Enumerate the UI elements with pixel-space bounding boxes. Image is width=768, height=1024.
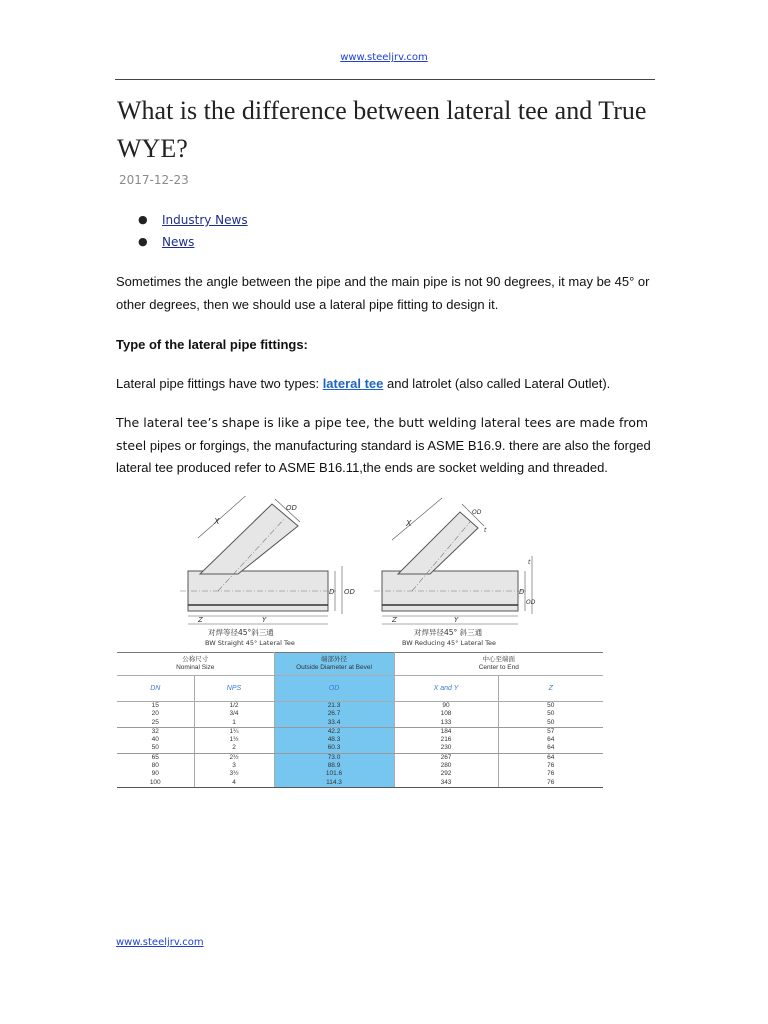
dim-label-x: X bbox=[406, 519, 412, 528]
table-cell: 32 bbox=[151, 727, 159, 735]
table-cell: 40 bbox=[151, 736, 159, 744]
straight-lateral-tee-drawing bbox=[180, 496, 356, 647]
table-cell: 73.0 bbox=[274, 753, 394, 762]
table-cell: 50 bbox=[498, 710, 603, 718]
drawing-caption-cn-right: 对焊异径45° 斜三通 bbox=[414, 628, 483, 637]
dim-label-t: t bbox=[528, 559, 531, 566]
dim-label-x: X bbox=[214, 517, 220, 526]
lateral-tee-drawings bbox=[180, 496, 540, 648]
bullet-icon: ● bbox=[138, 235, 148, 248]
description-text-start: The lateral tee’s shape is like a pipe tee, the butt welding lateral tees are made from steel bbox=[116, 415, 649, 453]
table-cell: 216 bbox=[394, 736, 498, 744]
table-cell: 88.9 bbox=[274, 762, 394, 770]
table-cell: 101.6 bbox=[274, 770, 394, 778]
table-row bbox=[117, 779, 603, 788]
intro-paragraph: Sometimes the angle between the pipe and the main pipe is not 90 degrees, it may be 45° or other degrees, then we should use a lateral pipe fitting to design it. bbox=[116, 274, 650, 312]
header-en: Nominal Size bbox=[176, 664, 215, 671]
table-cell: 2½ bbox=[194, 753, 274, 762]
table-cell: 292 bbox=[394, 770, 498, 778]
description-text-rest: pipes or forgings, the manufacturing standard is ASME B16.9. there are also the forged lateral tee produced refer to ASME B16.11,the ends are socket welding and threaded. bbox=[116, 437, 651, 475]
table-row bbox=[117, 727, 603, 736]
section-subheading: Type of the lateral pipe fittings: bbox=[116, 337, 308, 352]
table-cell: 48.3 bbox=[274, 736, 394, 744]
footer-site-link[interactable]: www.steeljrv.com bbox=[116, 937, 204, 948]
table-cell: 15 bbox=[151, 702, 159, 709]
dim-label-d: D bbox=[519, 588, 525, 596]
table-row bbox=[117, 770, 603, 778]
types-text: Lateral pipe fittings have two types: bbox=[116, 376, 323, 391]
table-cell: 184 bbox=[394, 727, 498, 736]
table-row bbox=[117, 710, 603, 718]
header-en: Outside Diameter at Bevel bbox=[296, 664, 372, 671]
table-cell: 60.3 bbox=[274, 744, 394, 753]
dim-label-z: Z bbox=[392, 616, 397, 624]
types-paragraph bbox=[116, 373, 661, 396]
dim-label-y: Y bbox=[262, 616, 267, 624]
dim-label-od: OD bbox=[344, 588, 355, 596]
table-cell: 1 bbox=[194, 719, 274, 728]
header-site-link[interactable]: www.steeljrv.com bbox=[340, 52, 428, 63]
list-item bbox=[138, 233, 248, 255]
header-en: Center to End bbox=[478, 664, 519, 671]
table-cell: 3½ bbox=[194, 770, 274, 778]
table-cell: 42.2 bbox=[274, 727, 394, 736]
column-header: X and Y bbox=[394, 676, 498, 702]
column-header: Z bbox=[498, 676, 603, 702]
table-cell: 80 bbox=[151, 762, 159, 770]
article-title: What is the difference between lateral tee and True WYE? bbox=[117, 96, 647, 163]
dim-label-od-branch: OD bbox=[472, 509, 482, 516]
category-link-industry-news[interactable]: Industry News bbox=[162, 213, 248, 227]
table-cell: 90 bbox=[151, 770, 159, 778]
column-header: NPS bbox=[194, 676, 274, 702]
table-cell: 114.3 bbox=[274, 779, 394, 788]
table-cell: 50 bbox=[498, 702, 603, 711]
table-row bbox=[117, 719, 603, 728]
drawing-caption-cn-left: 对焊等径45°斜三通 bbox=[208, 628, 274, 637]
table-cell: 2 bbox=[194, 744, 274, 753]
column-header: DN bbox=[117, 676, 194, 702]
header-nominal-size bbox=[117, 653, 274, 676]
dim-label-d: D bbox=[329, 588, 335, 596]
table-cell: 267 bbox=[394, 753, 498, 762]
table-cell: 4 bbox=[194, 779, 274, 788]
table-cell: 76 bbox=[498, 762, 603, 770]
dim-label-od: OD bbox=[526, 599, 536, 606]
table-cell: 50 bbox=[498, 719, 603, 728]
dimension-table bbox=[117, 652, 603, 788]
table-cell: 76 bbox=[498, 779, 603, 788]
bullet-icon: ● bbox=[138, 213, 148, 226]
table-cell: 100 bbox=[117, 779, 194, 788]
header-cn: 公称尺寸 bbox=[182, 656, 209, 663]
table-cell: 1½ bbox=[194, 736, 274, 744]
table-cell: 343 bbox=[394, 779, 498, 788]
table-cell: 76 bbox=[498, 770, 603, 778]
table-row bbox=[117, 702, 603, 711]
table-cell: 1¼ bbox=[194, 727, 274, 736]
drawing-caption-en-left: BW Straight 45° Lateral Tee bbox=[205, 639, 295, 647]
table-cell: 1/2 bbox=[194, 702, 274, 711]
types-text-end: and latrolet (also called Lateral Outlet). bbox=[383, 376, 611, 391]
table-cell: 50 bbox=[117, 744, 194, 753]
dim-label-z: Z bbox=[198, 616, 203, 624]
table-cell: 25 bbox=[117, 719, 194, 728]
table-cell: 3/4 bbox=[194, 710, 274, 718]
table-row bbox=[117, 762, 603, 770]
drawing-caption-en-right: BW Reducing 45° Lateral Tee bbox=[402, 639, 497, 647]
header-center-to-end bbox=[394, 653, 603, 676]
table-row bbox=[117, 736, 603, 744]
table-row bbox=[117, 753, 603, 762]
column-header: OD bbox=[274, 676, 394, 702]
table-cell: 33.4 bbox=[274, 719, 394, 728]
header-outside-diameter bbox=[274, 653, 394, 676]
description-paragraph bbox=[116, 412, 661, 480]
lateral-tee-link[interactable]: lateral tee bbox=[322, 376, 384, 391]
dim-label-t-branch: t bbox=[484, 527, 487, 534]
table-cell: 65 bbox=[151, 753, 159, 761]
reducing-lateral-tee-drawing bbox=[374, 498, 536, 647]
table-cell: 280 bbox=[394, 762, 498, 770]
table-cell: 133 bbox=[394, 719, 498, 728]
table-cell: 20 bbox=[151, 710, 159, 718]
table-cell: 26.7 bbox=[274, 710, 394, 718]
category-link-news[interactable]: News bbox=[162, 235, 195, 249]
table-cell: 64 bbox=[498, 744, 603, 753]
table-cell: 3 bbox=[194, 762, 274, 770]
article-date: 2017-12-23 bbox=[119, 173, 189, 187]
table-row bbox=[117, 744, 603, 753]
table-cell: 108 bbox=[394, 710, 498, 718]
table-cell: 57 bbox=[498, 727, 603, 736]
header-cn: 中心至端面 bbox=[482, 656, 516, 663]
table-cell: 230 bbox=[394, 744, 498, 753]
table-cell: 21.3 bbox=[274, 702, 394, 711]
table-cell: 64 bbox=[498, 736, 603, 744]
category-list bbox=[138, 211, 248, 255]
table-cell: 90 bbox=[394, 702, 498, 711]
header-cn: 端部外径 bbox=[321, 656, 348, 663]
header-divider bbox=[115, 79, 655, 80]
table-cell: 64 bbox=[498, 753, 603, 762]
dim-label-y: Y bbox=[454, 616, 459, 624]
dim-label-od-branch: OD bbox=[286, 504, 297, 512]
list-item bbox=[138, 211, 248, 233]
